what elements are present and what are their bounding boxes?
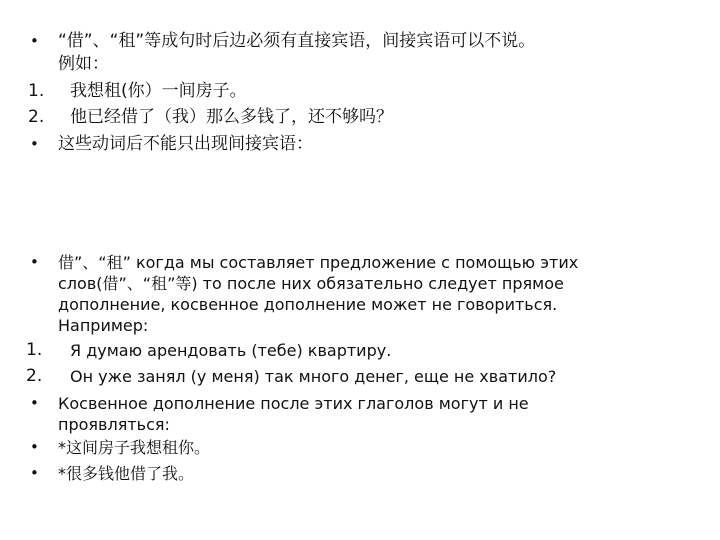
bullet-icon: • xyxy=(30,253,39,271)
item-number: 2. xyxy=(28,107,45,127)
bullet-text: 借”、“租” когда мы составляет предложение с помощью этих xyxy=(58,253,579,272)
bullet-text: 这些动词后不能只出现间接宾语： xyxy=(58,134,313,154)
item-number: 1. xyxy=(28,81,45,101)
item-number: 1. xyxy=(26,340,43,360)
bullet-text: 例如： xyxy=(58,54,109,74)
bullet-text: *这间房子我想租你。 xyxy=(58,438,211,457)
bullet-text: слов(借”、“租”等) то после них обязательно следует прямое xyxy=(58,274,564,293)
bullet-icon: • xyxy=(30,464,39,482)
item-text: 他已经借了（我）那么多钱了，还不够吗？ xyxy=(70,107,393,127)
bullet-text: *很多钱他借了我。 xyxy=(58,464,195,483)
item-text: Я думаю арендовать (тебе) квартиру. xyxy=(70,341,392,360)
item-text: 我想租(你）一间房子。 xyxy=(70,81,247,101)
bullet-text: дополнение, косвенное дополнение может не говориться. xyxy=(58,295,558,314)
bullet-icon: • xyxy=(30,438,39,456)
bullet-icon: • xyxy=(30,32,39,50)
bullet-icon: • xyxy=(30,135,39,153)
bullet-icon: • xyxy=(30,394,39,412)
bullet-text: Косвенное дополнение после этих глаголов могут и не xyxy=(58,394,529,413)
bullet-text: проявляться: xyxy=(58,415,170,434)
item-text: Он уже занял (у меня) так много денег, еще не хватило? xyxy=(70,367,557,386)
bullet-text: “借”、“租”等成句时后边必须有直接宾语，间接宾语可以不说。 xyxy=(58,31,536,51)
item-number: 2. xyxy=(26,366,43,386)
bullet-text: Например: xyxy=(58,316,149,335)
